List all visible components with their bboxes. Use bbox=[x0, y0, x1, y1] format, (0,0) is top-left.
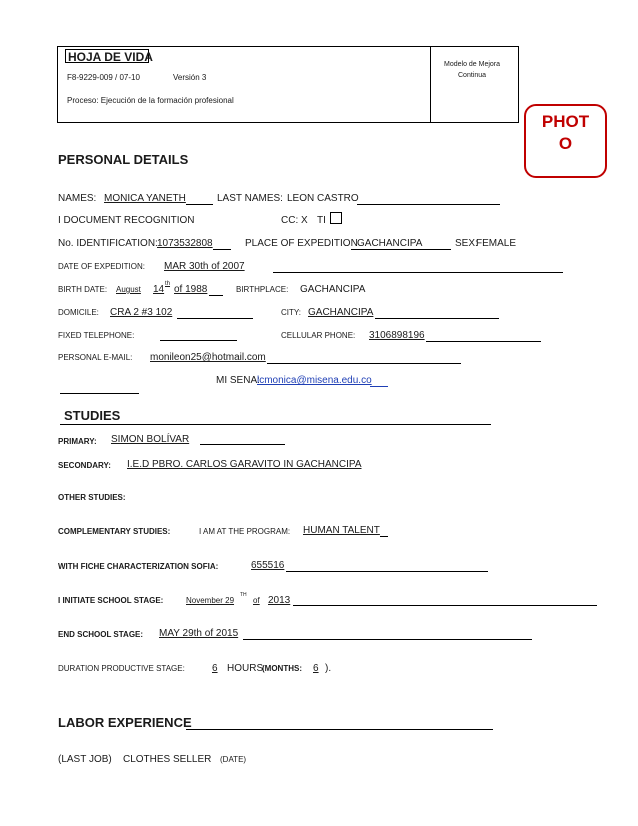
fiche-value: 655516 bbox=[251, 560, 285, 571]
sex-label: SEX: bbox=[455, 238, 478, 249]
duration-hours-value: 6 bbox=[212, 663, 218, 674]
photo-label-2: O bbox=[558, 134, 573, 153]
sex-value: FEMALE bbox=[476, 238, 517, 249]
end-stage-label: END SCHOOL STAGE: bbox=[58, 630, 144, 639]
document-ti: TI bbox=[317, 215, 326, 226]
birth-month: August bbox=[116, 285, 141, 294]
complementary-value: HUMAN TALENT bbox=[303, 525, 380, 536]
form-code: F8-9229-009 / 07-10 bbox=[67, 73, 140, 82]
initiate-stage-label: I INITIATE SCHOOL STAGE: bbox=[58, 596, 164, 605]
photo-label-1: PHOT bbox=[541, 112, 590, 131]
last-names-label: LAST NAMES: bbox=[217, 193, 283, 204]
photo-placeholder[interactable] bbox=[524, 104, 607, 178]
expedition-date-value: MAR 30th of 2007 bbox=[164, 261, 245, 272]
expedition-date-label: DATE OF EXPEDITION: bbox=[58, 262, 145, 271]
labor-experience-heading: LABOR EXPERIENCE bbox=[58, 715, 192, 730]
ti-checkbox[interactable] bbox=[330, 212, 342, 224]
end-stage-fill-line bbox=[243, 639, 532, 640]
end-stage-value: MAY 29th of 2015 bbox=[159, 628, 239, 639]
personal-details-heading: PERSONAL DETAILS bbox=[58, 152, 189, 167]
complementary-fill-line bbox=[380, 536, 388, 537]
document-type-label: I DOCUMENT RECOGNITION bbox=[58, 215, 195, 226]
names-fill-line bbox=[186, 204, 213, 205]
fiche-label: WITH FICHE CHARACTERIZATION SOFIA: bbox=[58, 562, 219, 571]
primary-fill-line bbox=[200, 444, 285, 445]
sena-fill-line bbox=[370, 386, 388, 387]
complementary-label: COMPLEMENTARY STUDIES: bbox=[58, 527, 171, 536]
birth-fill-line bbox=[209, 295, 223, 296]
email-fill-line bbox=[267, 363, 461, 364]
document-title: HOJA DE VIDA bbox=[68, 50, 153, 64]
form-version: Versión 3 bbox=[173, 73, 207, 82]
fiche-fill-line bbox=[286, 571, 488, 572]
header-divider bbox=[430, 46, 431, 123]
studies-heading-line bbox=[60, 424, 491, 425]
initiate-day-suffix: TH bbox=[240, 592, 247, 598]
complementary-text: I AM AT THE PROGRAM: bbox=[199, 527, 291, 536]
initiate-month: November 29 bbox=[186, 596, 235, 605]
initiate-of: of bbox=[253, 596, 260, 605]
id-fill-line bbox=[213, 249, 231, 250]
last-job-label: (LAST JOB) bbox=[58, 754, 112, 765]
email-value[interactable]: monileon25@hotmail.com bbox=[150, 352, 266, 363]
expedition-place-value: GACHANCIPA bbox=[357, 238, 423, 249]
process-label: Proceso: Ejecución de la formación profesional bbox=[67, 96, 234, 105]
id-value: 1073532808 bbox=[157, 238, 213, 249]
birth-year: of 1988 bbox=[174, 284, 208, 295]
city-fill-line bbox=[375, 318, 499, 319]
city-label: CITY: bbox=[281, 308, 302, 317]
expedition-place-line bbox=[351, 249, 451, 250]
fixed-phone-label: FIXED TELEPHONE: bbox=[58, 331, 135, 340]
birth-date-label: BIRTH DATE: bbox=[58, 285, 108, 294]
cell-phone-fill-line bbox=[426, 341, 541, 342]
document-cc: CC: X bbox=[281, 215, 308, 226]
expedition-date-fill-line bbox=[273, 272, 563, 273]
cell-phone-label: CELLULAR PHONE: bbox=[281, 331, 356, 340]
studies-heading: STUDIES bbox=[64, 408, 121, 423]
email-label: PERSONAL E-MAIL: bbox=[58, 353, 133, 362]
primary-label: PRIMARY: bbox=[58, 437, 97, 446]
last-names-fill-line bbox=[357, 204, 500, 205]
last-job-value: CLOTHES SELLER bbox=[123, 754, 212, 765]
email-continuation-line bbox=[60, 393, 139, 394]
expedition-place-label: PLACE OF EXPEDITION bbox=[245, 238, 358, 249]
domicile-value: CRA 2 #3 102 bbox=[110, 307, 173, 318]
birthplace-label: BIRTHPLACE: bbox=[236, 285, 289, 294]
sena-email-link[interactable]: lcmonica@misena.edu.co bbox=[257, 375, 372, 386]
duration-close: ). bbox=[325, 663, 332, 674]
initiate-year: 2013 bbox=[268, 595, 291, 606]
duration-label: DURATION PRODUCTIVE STAGE: bbox=[58, 664, 185, 673]
domicile-label: DOMICILE: bbox=[58, 308, 99, 317]
duration-hours-label: HOURS bbox=[227, 663, 264, 674]
domicile-fill-line bbox=[177, 318, 253, 319]
secondary-label: SECONDARY: bbox=[58, 461, 111, 470]
sena-label: MI SENA: bbox=[216, 375, 260, 386]
other-studies-label: OTHER STUDIES: bbox=[58, 493, 126, 502]
city-value: GACHANCIPA bbox=[308, 307, 374, 318]
duration-months-value: 6 bbox=[313, 663, 319, 674]
cell-phone-value: 3106898196 bbox=[369, 330, 425, 341]
initiate-fill-line bbox=[293, 605, 597, 606]
primary-value: SIMON BOLÍVAR bbox=[111, 434, 190, 445]
last-names-value: LEON CASTRO bbox=[287, 193, 359, 204]
id-label: No. IDENTIFICATION: bbox=[58, 238, 158, 249]
duration-months-label: (MONTHS: bbox=[262, 664, 302, 673]
names-value: MONICA YANETH bbox=[104, 193, 186, 204]
birthplace-value: GACHANCIPA bbox=[300, 284, 366, 295]
secondary-value: I.E.D PBRO. CARLOS GARAVITO IN GACHANCIPA bbox=[127, 459, 362, 470]
labor-heading-line bbox=[186, 729, 493, 730]
birth-day-suffix: th bbox=[165, 281, 171, 287]
fixed-phone-line bbox=[160, 340, 237, 341]
model-label-2: Continua bbox=[458, 72, 487, 79]
last-job-date-label: (DATE) bbox=[220, 755, 247, 764]
birth-day: 14 bbox=[153, 284, 165, 295]
model-label-1: Modelo de Mejora bbox=[444, 61, 501, 68]
names-label: NAMES: bbox=[58, 193, 97, 204]
